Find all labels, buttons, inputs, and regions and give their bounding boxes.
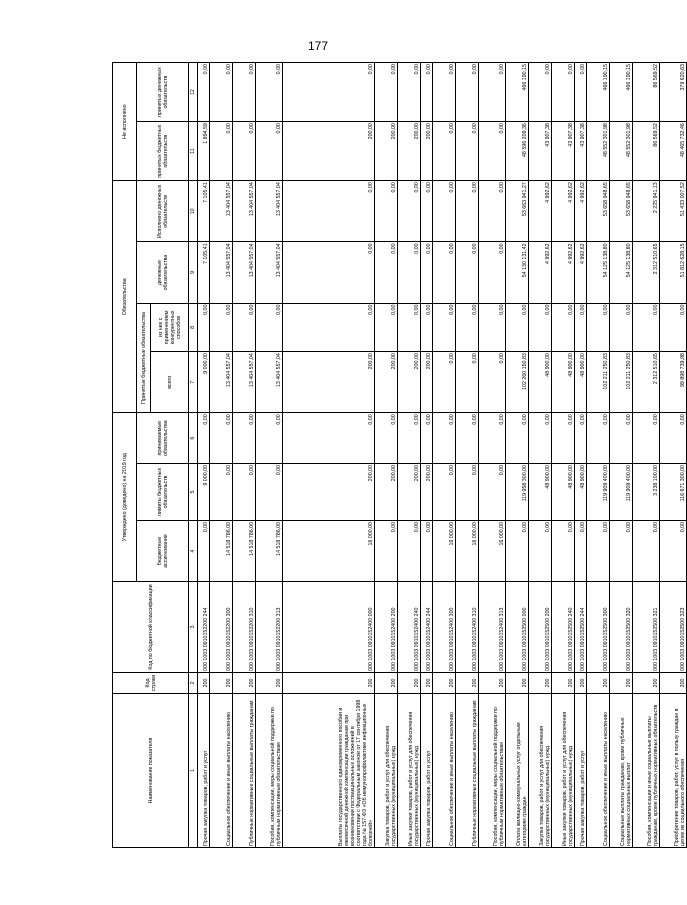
row-name: Прочая закупка товаров, работ и услуг	[575, 693, 587, 847]
row-value-c9: 4 992,62	[529, 242, 552, 303]
row-value-c10: 0,00	[479, 181, 506, 242]
row-value-c8: 0,00	[433, 303, 456, 352]
row-value-c6: 0,00	[421, 413, 433, 464]
row-name: Социальное обеспечение и иные выплаты населению	[433, 693, 456, 847]
row-value-c12: 0,00	[233, 63, 256, 122]
column-number: 5	[189, 463, 198, 520]
row-value-c10: 53 658 948,65	[587, 181, 610, 242]
row-value-c11: 48 552 301,98	[587, 122, 610, 181]
row-value-c6: 0,00	[610, 413, 633, 464]
row-value-c9: 54 125 138,80	[587, 242, 610, 303]
row-value-c4: 0,00	[610, 520, 633, 581]
row-value-c4: 0,00	[633, 520, 660, 581]
row-value-c11: 200,00	[283, 122, 375, 181]
row-value-c8: 0,00	[283, 303, 375, 352]
table-row	[506, 63, 529, 848]
row-value-c9: 0,00	[283, 242, 375, 303]
row-value-c10: 4 992,62	[552, 181, 575, 242]
row-value-c4: 0,00	[375, 520, 398, 581]
row-class-code: 000 1003 0910152400 200	[375, 582, 398, 673]
row-value-c4: 16 000,00	[479, 520, 506, 581]
row-value-c5: 119 909 400,00	[610, 463, 633, 520]
column-number: 2	[189, 672, 198, 693]
row-value-c8: 0,00	[660, 303, 687, 352]
column-number: 9	[189, 242, 198, 303]
row-line-code: 200	[633, 672, 660, 693]
row-value-c12: 466 190,15	[587, 63, 610, 122]
column-number: 11	[189, 122, 198, 181]
row-value-c11: 0,00	[479, 122, 506, 181]
row-class-code: 000 1003 0910152200 300	[210, 582, 233, 673]
row-value-c5: 119 958 300,00	[506, 463, 529, 520]
row-value-c11: 86 569,52	[633, 122, 660, 181]
row-value-c11: 0,00	[210, 122, 233, 181]
row-value-c5: 0,00	[210, 463, 233, 520]
header-budget-limits: лимиты бюджетных обязательств	[137, 463, 189, 520]
row-value-c10: 0,00	[433, 181, 456, 242]
row-class-code: 000 1003 0910152400 240	[398, 582, 421, 673]
row-value-c12: 0,00	[421, 63, 433, 122]
row-value-c7: 200,00	[283, 352, 375, 413]
row-value-c5: 200,00	[283, 463, 375, 520]
row-value-c12: 0,00	[433, 63, 456, 122]
row-value-c4: 0,00	[529, 520, 552, 581]
row-value-c6: 0,00	[529, 413, 552, 464]
row-value-c4: 14 518 786,00	[210, 520, 233, 581]
row-value-c7: 13 404 557,04	[256, 352, 283, 413]
column-number: 3	[189, 582, 198, 673]
row-class-code: 000 1003 0910152400 310	[456, 582, 479, 673]
row-class-code: 000 1003 0910152200 310	[233, 582, 256, 673]
row-name: Приобретение товаров, работ, услуг в пользу граждан в целях их социального обеспечения	[660, 693, 687, 847]
row-value-c4: 0,00	[421, 520, 433, 581]
column-number: 1	[189, 693, 198, 847]
row-value-c8: 0,00	[398, 303, 421, 352]
row-value-c8: 0,00	[375, 303, 398, 352]
row-line-code: 200	[421, 672, 433, 693]
row-value-c6: 0,00	[198, 413, 210, 464]
row-value-c4: 0,00	[575, 520, 587, 581]
row-value-c9: 54 125 138,80	[610, 242, 633, 303]
row-class-code: 000 1003 0910152400 313	[479, 582, 506, 673]
row-value-c8: 0,00	[587, 303, 610, 352]
row-line-code: 200	[375, 672, 398, 693]
row-value-c8: 0,00	[575, 303, 587, 352]
table-row	[233, 63, 256, 848]
row-value-c5: 48 900,00	[575, 463, 587, 520]
column-number: 7	[189, 352, 198, 413]
row-value-c6: 0,00	[633, 413, 660, 464]
row-value-c9: 13 404 557,04	[256, 242, 283, 303]
row-value-c10: 2 225 941,13	[633, 181, 660, 242]
row-name: Прочая закупка товаров, работ и услуг	[421, 693, 433, 847]
row-value-c4: 16 000,00	[433, 520, 456, 581]
row-value-c10: 0,00	[375, 181, 398, 242]
row-value-c10: 13 404 557,04	[256, 181, 283, 242]
budget-execution-table	[112, 62, 687, 848]
row-value-c4: 14 518 786,00	[233, 520, 256, 581]
row-value-c5: 0,00	[256, 463, 283, 520]
header-approved: Утверждено (доведено) на 2019 год	[113, 413, 137, 582]
row-line-code: 200	[433, 672, 456, 693]
row-value-c8: 0,00	[198, 303, 210, 352]
table-row	[456, 63, 479, 848]
row-value-c11: 48 552 301,98	[610, 122, 633, 181]
table-row	[375, 63, 398, 848]
row-value-c6: 0,00	[283, 413, 375, 464]
row-value-c9: 51 812 628,15	[660, 242, 687, 303]
row-value-c7: 102 211 250,83	[610, 352, 633, 413]
row-value-c10: 0,00	[456, 181, 479, 242]
row-value-c6: 0,00	[210, 413, 233, 464]
row-value-c5: 48 900,00	[552, 463, 575, 520]
row-line-code: 200	[552, 672, 575, 693]
table-row	[479, 63, 506, 848]
row-value-c9: 0,00	[398, 242, 421, 303]
row-value-c11: 200,00	[375, 122, 398, 181]
row-class-code: 000 1003 0910152400 000	[283, 582, 375, 673]
row-name: Пособия, компенсации, меры социальной поддержки по публичным нормативным обязательствам	[479, 693, 506, 847]
row-value-c6: 0,00	[233, 413, 256, 464]
table-row	[210, 63, 233, 848]
row-value-c4: 0,00	[552, 520, 575, 581]
row-value-c6: 0,00	[456, 413, 479, 464]
row-value-c4: 0,00	[398, 520, 421, 581]
row-value-c9: 0,00	[479, 242, 506, 303]
row-value-c5: 119 909 400,00	[587, 463, 610, 520]
row-value-c9: 13 404 557,04	[233, 242, 256, 303]
row-name: Социальные выплаты гражданам, кроме публичных нормативных социальных выплат	[610, 693, 633, 847]
row-value-c11: 0,00	[256, 122, 283, 181]
row-line-code: 200	[233, 672, 256, 693]
row-line-code: 200	[529, 672, 552, 693]
table-row	[433, 63, 456, 848]
row-value-c7: 48 900,00	[552, 352, 575, 413]
row-value-c12: 0,00	[529, 63, 552, 122]
column-number: 6	[189, 413, 198, 464]
row-value-c11: 43 907,38	[552, 122, 575, 181]
row-value-c9: 2 312 510,65	[633, 242, 660, 303]
row-value-c10: 0,00	[421, 181, 433, 242]
row-name: Социальное обеспечение и иные выплаты населению	[587, 693, 610, 847]
row-value-c6: 0,00	[660, 413, 687, 464]
row-value-c10: 53 658 948,65	[610, 181, 633, 242]
row-value-c10: 0,00	[398, 181, 421, 242]
row-class-code: 000 1003 0910152400 244	[421, 582, 433, 673]
row-value-c5: 0,00	[479, 463, 506, 520]
row-class-code: 000 1003 0910152500 240	[552, 582, 575, 673]
row-name: Закупка товаров, работ и услуг для обеспечения государственных (муниципальных) нужд	[375, 693, 398, 847]
table-row	[398, 63, 421, 848]
row-class-code: 000 1003 0910152500 321	[633, 582, 660, 673]
row-value-c4: 16 000,00	[456, 520, 479, 581]
row-value-c12: 466 190,15	[506, 63, 529, 122]
row-value-c4: 0,00	[506, 520, 529, 581]
row-name: Иные закупки товаров, работ и услуг для обеспечения государственных (муниципальных) нужд	[398, 693, 421, 847]
row-value-c7: 9 000,00	[198, 352, 210, 413]
row-value-c9: 4 992,62	[575, 242, 587, 303]
row-value-c9: 4 992,62	[552, 242, 575, 303]
row-value-c5: 200,00	[375, 463, 398, 520]
row-value-c11: 48 465 732,46	[660, 122, 687, 181]
row-value-c12: 0,00	[552, 63, 575, 122]
row-value-c12: 86 569,52	[633, 63, 660, 122]
header-accepted-obligations: принимаемые обязательства	[137, 413, 189, 464]
column-number: 12	[189, 63, 198, 122]
row-value-c12: 0,00	[375, 63, 398, 122]
row-class-code: 000 1003 0910152500 200	[529, 582, 552, 673]
column-number: 4	[189, 520, 198, 581]
row-value-c7: 200,00	[421, 352, 433, 413]
header-monetary-obligations: денежные обязательства	[137, 242, 189, 303]
row-name: Пособия, компенсации и иные социальные выплаты гражданам, кроме публичных нормативных обязательств	[633, 693, 660, 847]
row-value-c11: 0,00	[233, 122, 256, 181]
row-value-c11: 48 596 209,36	[506, 122, 529, 181]
row-name: Социальное обеспечение и иные выплаты населению	[210, 693, 233, 847]
row-name: Закупка товаров, работ и услуг для обеспечения государственных (муниципальных) нужд	[529, 693, 552, 847]
row-value-c12: 0,00	[575, 63, 587, 122]
row-value-c8: 0,00	[529, 303, 552, 352]
row-value-c7: 0,00	[456, 352, 479, 413]
row-line-code: 200	[398, 672, 421, 693]
row-value-c5: 0,00	[433, 463, 456, 520]
row-class-code: 000 1003 0910152500 244	[575, 582, 587, 673]
row-value-c12: 0,00	[256, 63, 283, 122]
row-line-code: 200	[575, 672, 587, 693]
row-value-c5: 9 000,00	[198, 463, 210, 520]
rotated-report-table	[112, 62, 686, 848]
header-not-executed: Не исполнено	[113, 63, 137, 181]
row-value-c8: 0,00	[456, 303, 479, 352]
header-executed-monetary: Исполнено денежных обязательств	[137, 181, 189, 242]
row-value-c8: 0,00	[479, 303, 506, 352]
row-value-c10: 13 404 557,04	[210, 181, 233, 242]
column-number: 10	[189, 181, 198, 242]
row-class-code: 000 1003 0910152500 320	[610, 582, 633, 673]
row-value-c11: 200,00	[398, 122, 421, 181]
row-value-c6: 0,00	[433, 413, 456, 464]
row-value-c9: 54 130 131,42	[506, 242, 529, 303]
row-value-c6: 0,00	[256, 413, 283, 464]
table-row	[421, 63, 433, 848]
table-row	[198, 63, 210, 848]
row-value-c8: 0,00	[552, 303, 575, 352]
row-value-c6: 0,00	[552, 413, 575, 464]
row-value-c12: 0,00	[210, 63, 233, 122]
row-value-c8: 0,00	[210, 303, 233, 352]
row-value-c7: 102 211 250,83	[587, 352, 610, 413]
row-name: Выплаты государственного единовременного пособия и ежемесячной денежной компенсации гражданам при возникновении поствакцинальных осложнений в соответствии с Федеральным законом от 17 сентября 1998 года № 157-ФЗ «Об иммунопрофилактике инфекционных болезней»	[283, 693, 375, 847]
row-line-code: 200	[456, 672, 479, 693]
row-value-c9: 13 404 557,04	[210, 242, 233, 303]
row-value-c6: 0,00	[506, 413, 529, 464]
row-value-c8: 0,00	[233, 303, 256, 352]
row-value-c4: 0,00	[198, 520, 210, 581]
row-line-code: 200	[198, 672, 210, 693]
row-value-c7: 0,00	[479, 352, 506, 413]
row-name: Публичные нормативные социальные выплаты гражданам	[456, 693, 479, 847]
row-value-c6: 0,00	[398, 413, 421, 464]
row-value-c8: 0,00	[610, 303, 633, 352]
row-value-c12: 0,00	[398, 63, 421, 122]
row-value-c12: 466 190,15	[610, 63, 633, 122]
row-value-c6: 0,00	[575, 413, 587, 464]
row-value-c9: 0,00	[375, 242, 398, 303]
row-class-code: 000 1003 0910152200 244	[198, 582, 210, 673]
row-value-c11: 0,00	[456, 122, 479, 181]
row-value-c4: 16 000,00	[283, 520, 375, 581]
row-name: Пособия, компенсации, меры социальной поддержки по публичным нормативным обязательствам	[256, 693, 283, 847]
row-value-c11: 43 907,38	[575, 122, 587, 181]
table-row	[575, 63, 587, 848]
row-value-c7: 200,00	[375, 352, 398, 413]
row-value-c9: 7 105,41	[198, 242, 210, 303]
row-value-c10: 4 992,62	[529, 181, 552, 242]
row-name: Прочая закупка товаров, работ и услуг	[198, 693, 210, 847]
row-line-code: 200	[610, 672, 633, 693]
header-name: Наименование показателя	[113, 693, 189, 847]
row-line-code: 200	[587, 672, 610, 693]
row-value-c8: 0,00	[633, 303, 660, 352]
table-row	[283, 63, 375, 848]
row-name: Оплата жилищно-коммунальных услуг отдельным категориям граждан	[506, 693, 529, 847]
header-class-code: Код по бюджетной классификации	[113, 582, 189, 673]
row-value-c12: 0,00	[198, 63, 210, 122]
row-value-c5: 116 671 300,00	[660, 463, 687, 520]
header-line-code: Код строки	[113, 672, 189, 693]
row-value-c7: 13 404 557,04	[210, 352, 233, 413]
row-line-code: 200	[506, 672, 529, 693]
row-line-code: 200	[256, 672, 283, 693]
table-row	[256, 63, 283, 848]
row-value-c7: 48 900,00	[529, 352, 552, 413]
row-class-code: 000 1003 0910152500 000	[506, 582, 529, 673]
row-value-c11: 1 894,59	[198, 122, 210, 181]
row-value-c10: 51 433 007,52	[660, 181, 687, 242]
row-value-c5: 200,00	[398, 463, 421, 520]
header-total: всего	[151, 352, 189, 413]
table-row	[660, 63, 687, 848]
row-name: Публичные нормативные социальные выплаты гражданам	[233, 693, 256, 847]
row-value-c5: 0,00	[456, 463, 479, 520]
row-value-c10: 7 105,41	[198, 181, 210, 242]
row-value-c6: 0,00	[587, 413, 610, 464]
row-value-c9: 0,00	[456, 242, 479, 303]
row-value-c9: 0,00	[433, 242, 456, 303]
row-value-c5: 0,00	[233, 463, 256, 520]
row-value-c10: 0,00	[283, 181, 375, 242]
row-value-c7: 99 898 739,98	[660, 352, 687, 413]
row-value-c7: 102 260 150,83	[506, 352, 529, 413]
row-value-c12: 379 620,63	[660, 63, 687, 122]
row-value-c9: 0,00	[421, 242, 433, 303]
row-line-code: 200	[210, 672, 233, 693]
header-budget-allocations: бюджетные ассигнования	[137, 520, 189, 581]
row-class-code: 000 1003 0910152400 300	[433, 582, 456, 673]
table-row	[529, 63, 552, 848]
column-number-row	[189, 63, 198, 848]
column-number: 8	[189, 303, 198, 352]
row-value-c6: 0,00	[375, 413, 398, 464]
row-line-code: 200	[283, 672, 375, 693]
row-value-c7: 200,00	[398, 352, 421, 413]
row-value-c7: 0,00	[433, 352, 456, 413]
row-value-c10: 13 404 557,04	[233, 181, 256, 242]
row-class-code: 000 1003 0910152200 313	[256, 582, 283, 673]
row-value-c5: 3 238 100,00	[633, 463, 660, 520]
row-value-c5: 48 900,00	[529, 463, 552, 520]
row-value-c8: 0,00	[421, 303, 433, 352]
row-value-c7: 2 312 510,65	[633, 352, 660, 413]
row-value-c8: 0,00	[256, 303, 283, 352]
row-value-c8: 0,00	[506, 303, 529, 352]
row-value-c10: 4 992,62	[575, 181, 587, 242]
row-value-c10: 53 663 941,27	[506, 181, 529, 242]
row-value-c12: 0,00	[456, 63, 479, 122]
row-name: Иные закупки товаров, работ и услуг для обеспечения государственных (муниципальных) нужд	[552, 693, 575, 847]
table-row	[633, 63, 660, 848]
header-obligations: Обязательства	[113, 181, 137, 413]
header-accepted-monetary-obl: принятых денежных обязательств	[137, 63, 189, 122]
header-accepted-budget-obl: принятых бюджетных обязательств	[137, 122, 189, 181]
header-of-which: из них с применением конкурентных способов	[151, 303, 189, 352]
row-value-c11: 200,00	[421, 122, 433, 181]
row-value-c11: 0,00	[433, 122, 456, 181]
table-row	[610, 63, 633, 848]
row-line-code: 200	[660, 672, 687, 693]
row-value-c5: 200,00	[421, 463, 433, 520]
table-body	[198, 63, 687, 848]
row-value-c4: 14 518 786,00	[256, 520, 283, 581]
row-value-c7: 48 900,00	[575, 352, 587, 413]
row-value-c4: 0,00	[587, 520, 610, 581]
row-class-code: 000 1003 0910152500 300	[587, 582, 610, 673]
row-value-c4: 0,00	[660, 520, 687, 581]
table-row	[587, 63, 610, 848]
row-line-code: 200	[479, 672, 506, 693]
row-class-code: 000 1003 0910152500 323	[660, 582, 687, 673]
row-value-c12: 0,00	[283, 63, 375, 122]
row-value-c12: 0,00	[479, 63, 506, 122]
row-value-c7: 13 404 557,04	[233, 352, 256, 413]
header-accepted-budget: Принятые бюджетные обязательства	[137, 303, 151, 413]
row-value-c11: 43 907,38	[529, 122, 552, 181]
table-row	[552, 63, 575, 848]
row-value-c6: 0,00	[479, 413, 506, 464]
page-number: 177	[308, 39, 329, 53]
